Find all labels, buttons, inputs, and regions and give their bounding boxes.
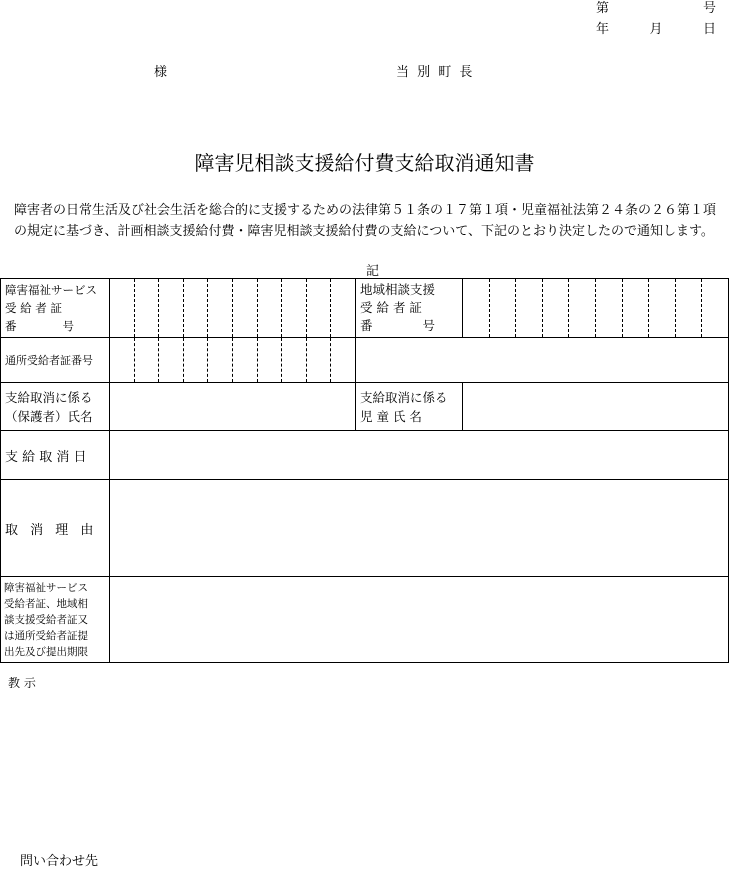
label-line: 児 童 氏 名 [360,408,422,424]
regional-cert-label [356,279,463,338]
issuer: 当 別 町 長 [396,65,475,80]
number-label: 第 [596,1,610,16]
date-month: 月 [649,22,663,37]
form-table [0,278,729,663]
document-date [596,18,716,37]
submission-label [1,577,110,663]
cancel-date-label: 支 給 取 消 日 [1,431,110,480]
number-suffix: 号 [702,1,716,16]
guardian-name-field[interactable] [110,383,356,431]
child-name-label [356,383,463,431]
label-line: 番 号 [360,318,436,333]
date-day: 日 [702,22,716,37]
date-year: 年 [596,22,610,37]
label-line: 受 給 者 証 [360,300,422,315]
day-cert-label: 通所受給者証番号 [1,338,110,383]
label-line: 支給取消に係る [360,389,448,405]
regional-cert-number-boxes[interactable] [463,279,729,338]
instruction-label: 教 示 [8,676,36,690]
cancel-reason-label: 取 消 理 由 [1,480,110,577]
service-cert-number-boxes[interactable] [110,279,356,338]
contact-label: 問い合わせ先 [20,854,99,869]
body-text: 障害者の日常生活及び社会生活を総合的に支援するための法律第５１条の１７第１項・児童福祉法第２４条の２６第１項の規定に基づき、計画相談支援給付費・障害児相談支援給付費の支給について、下記のとおり決定したので通知します。 [14,203,717,239]
day-cert-number-boxes[interactable] [110,338,356,383]
page-title: 障害児相談支援給付費支給取消通知書 [194,151,535,175]
label-line: は通所受給者証提 [4,629,88,642]
guardian-name-label [1,383,110,431]
addressee: 様 [154,65,168,80]
row-cancel-reason [1,480,729,577]
label-line: （保護者）氏名 [5,408,93,424]
document-number [596,0,716,16]
label-line: 受 給 者 証 [5,301,62,315]
row-submission [1,577,729,663]
label-line: 番 号 [5,319,74,333]
cancel-reason-field[interactable] [110,480,729,577]
row-cancel-date [1,431,729,480]
label-line: 障害福祉サービス [4,581,88,594]
submission-field[interactable] [110,577,729,663]
service-cert-label [1,279,110,338]
label-line: 支給取消に係る [5,389,93,405]
label-line: 受給者証、地域相 [4,597,88,610]
row-day-cert [1,338,729,383]
label-line: 地域相談支援 [360,282,436,297]
row-service-cert [1,279,729,338]
ki-label: 記 [366,264,380,279]
cancel-date-field[interactable] [110,431,729,480]
row-names [1,383,729,431]
label-line: 談支援受給者証又 [4,613,88,626]
day-cert-blank [356,338,729,383]
child-name-field[interactable] [463,383,729,431]
label-line: 障害福祉サービス [5,283,97,297]
label-line: 出先及び提出期限 [4,645,88,658]
